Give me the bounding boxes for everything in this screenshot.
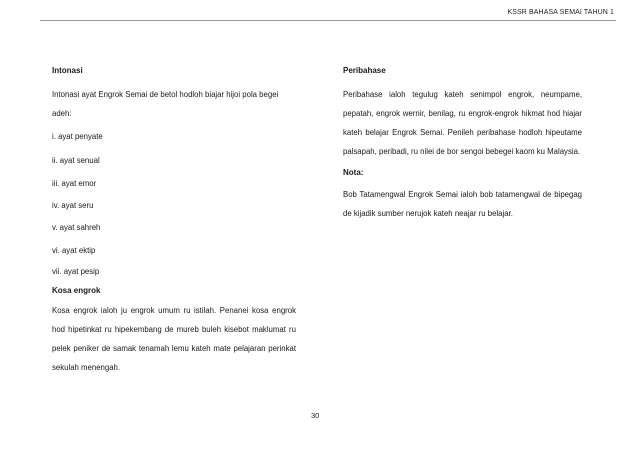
intonasi-item-2: ii. ayat senual: [52, 156, 100, 165]
peribahase-body: Peribahase ialoh tegulug kateh senimpol engrok, neumpame, pepatah, engrok wernir, benilag, ru engrok-engrok hikmat hod hiajar kateh belajar Engrok Semai. Penileh peribahase hodloh hipeutame palsapah, peribadi, ru nilei de bor sengoi bebegei kaom ku Malaysia.: [343, 90, 582, 156]
intonasi-intro: Intonasi ayat Engrok Semai de betol hodloh biajar hijoi pola begei adeh:: [52, 90, 279, 118]
intonasi-item-3: iii. ayat emor: [52, 179, 97, 188]
intonasi-item-5: v. ayat sahreh: [52, 223, 101, 232]
kosa-engrok-body: Kosa engrok ialoh ju engrok umum ru istilah. Penanei kosa engrok hod hipetinkat ru hipekembang de mureb buleh kisebot maklumat ru pelek peniker de samak tenamah lemu kateh mate pelajaran perinkat sekulah menengah.: [52, 306, 296, 372]
intonasi-item-6: vi. ayat ektip: [52, 246, 96, 255]
section-heading-nota: Nota:: [343, 168, 364, 177]
nota-body: Bob Tatamengwal Engrok Semai ialoh bob tatamengwal de bipegag de kijadik sumber nerujok kateh neajar ru belajar.: [343, 190, 582, 218]
document-header: KSSR BAHASA SEMAI TAHUN 1: [507, 9, 614, 16]
intonasi-item-4: iv. ayat seru: [52, 201, 94, 210]
left-column: [52, 66, 296, 377]
section-heading-kosa-engrok: Kosa engrok: [52, 286, 101, 295]
section-heading-peribahase: Peribahase: [343, 66, 386, 75]
intonasi-item-1: i. ayat penyate: [52, 132, 103, 141]
right-column: [343, 66, 582, 223]
header-divider: [40, 20, 616, 21]
section-heading-intonasi: Intonasi: [52, 66, 83, 75]
intonasi-item-7: vii. ayat pesip: [52, 267, 100, 276]
page-number: 30: [311, 411, 320, 420]
